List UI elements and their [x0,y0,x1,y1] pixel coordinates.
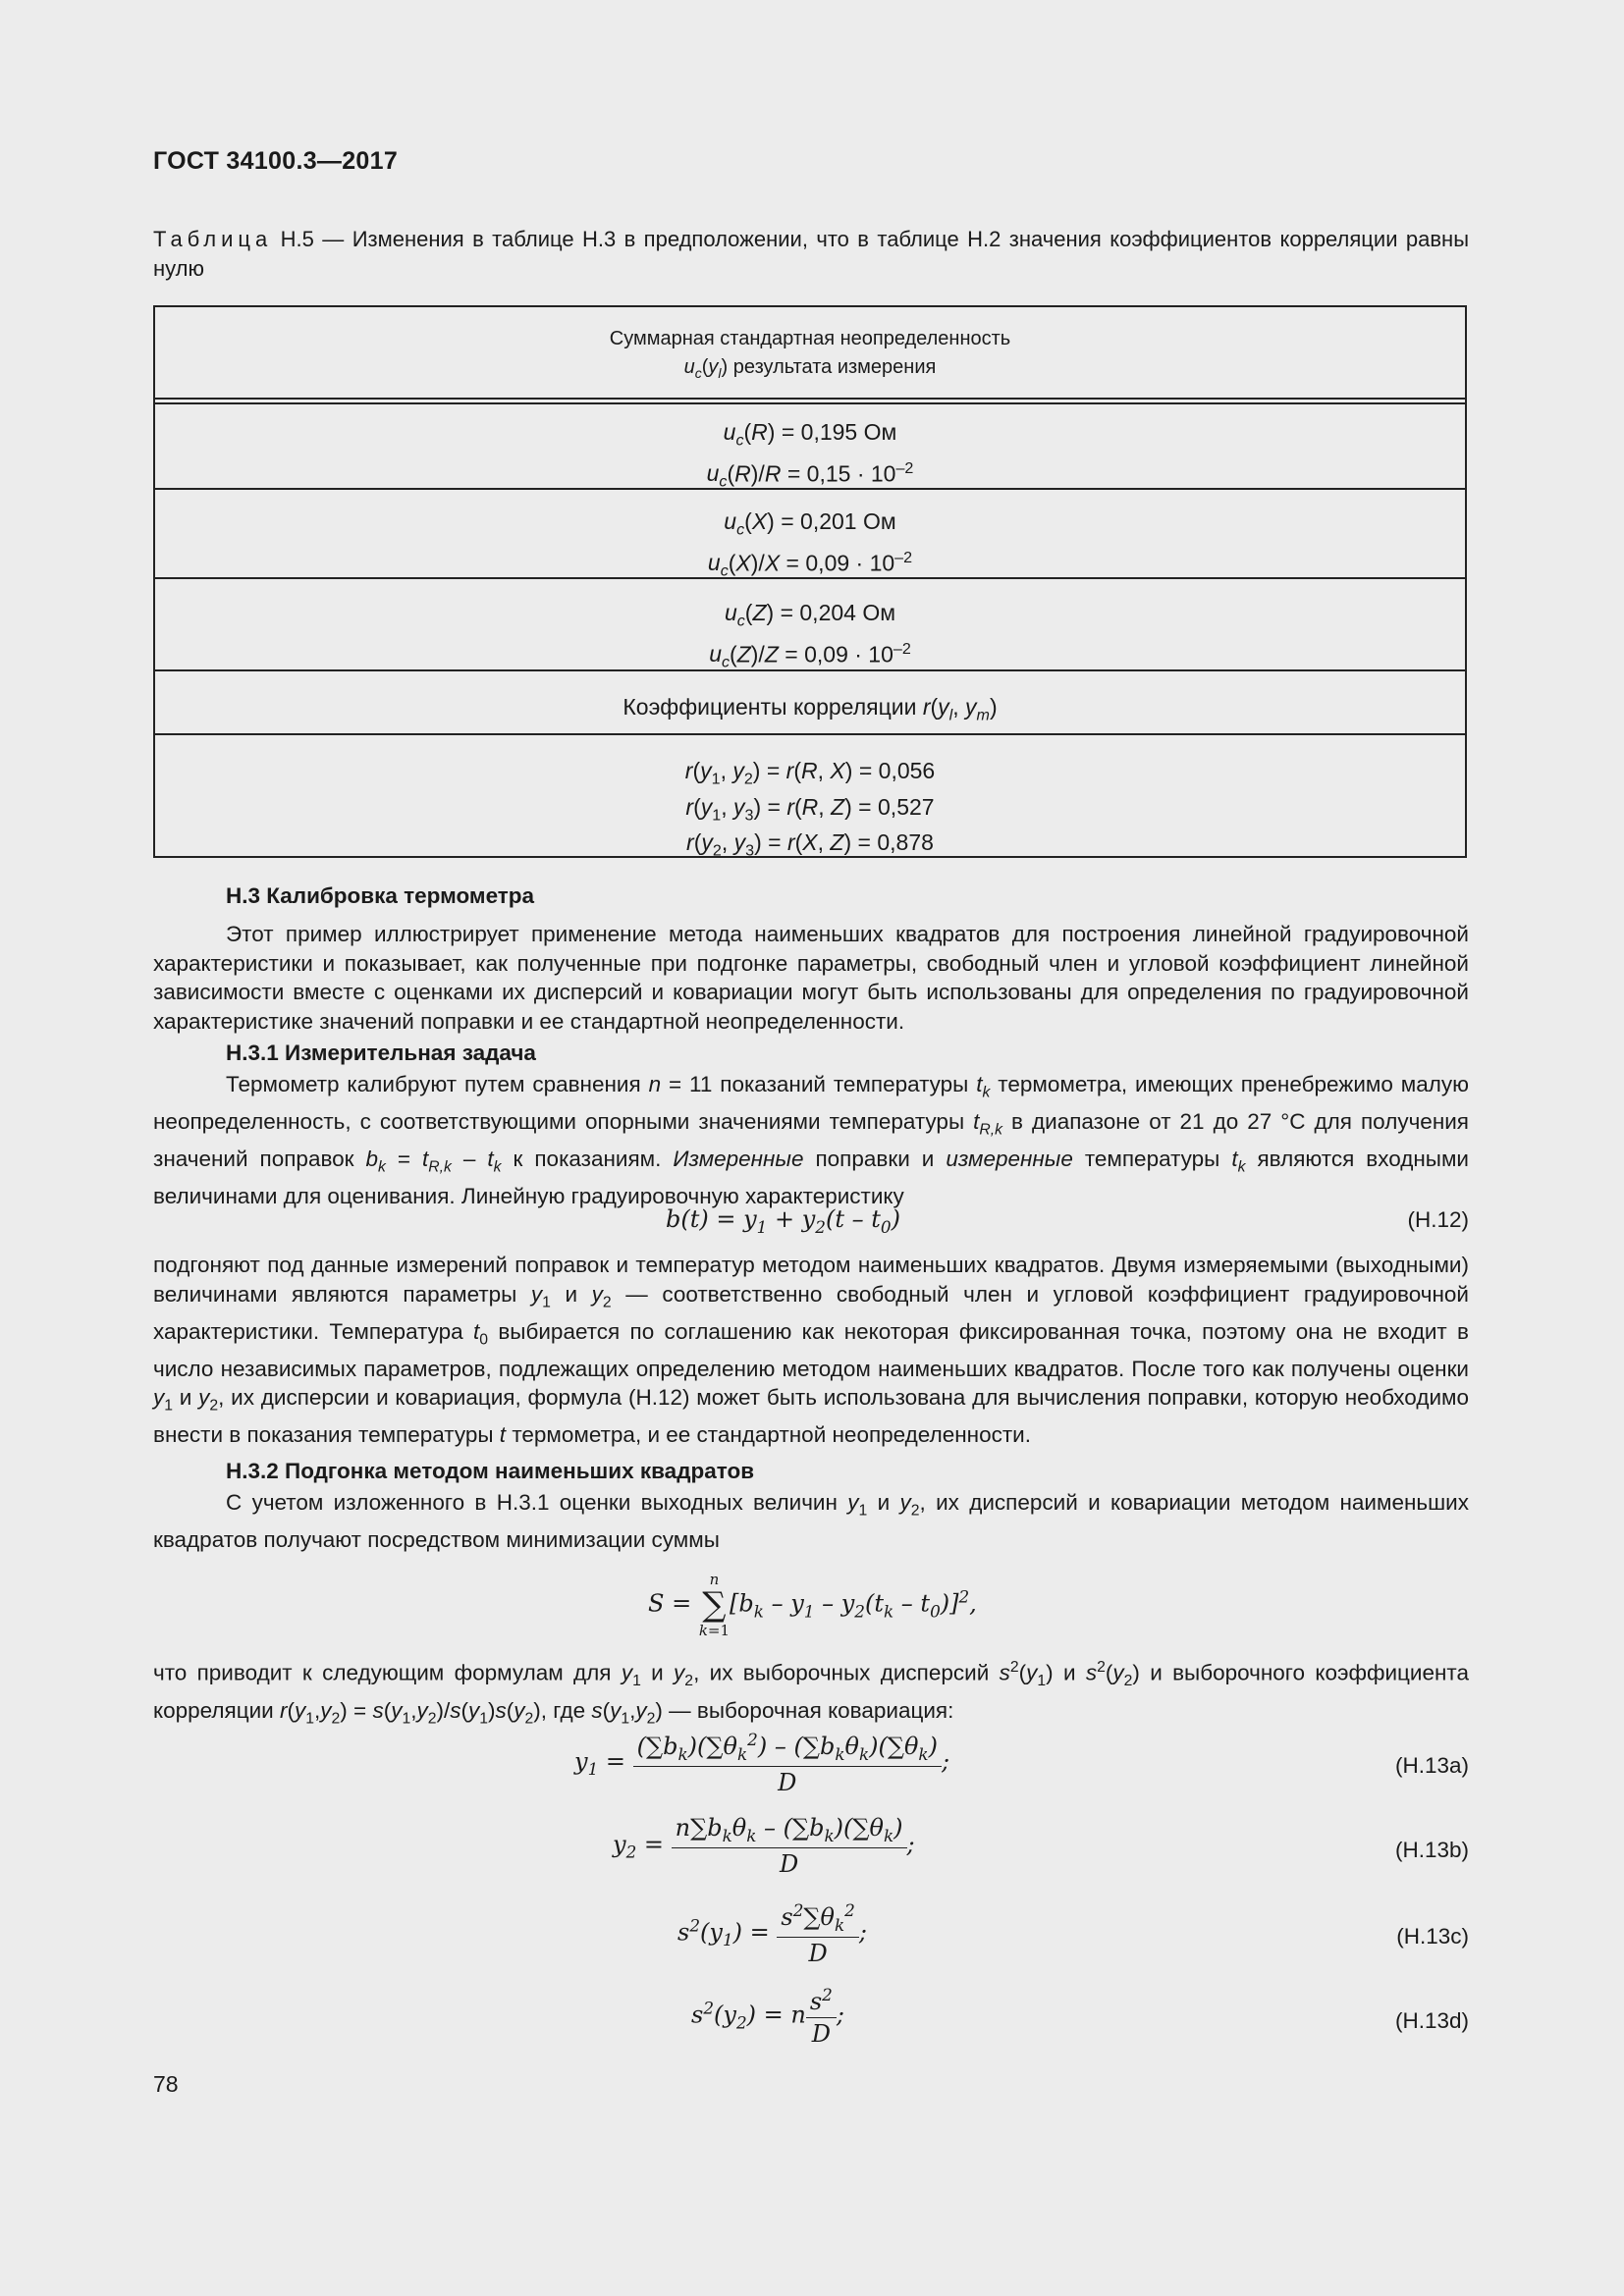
formula-sum-s: S = n ∑ k=1 $[b_k - y_1 - y_2(t_k - t_0)]^2$, [648,1571,977,1639]
table-row-corr-values: $r(y_1$, $y_2) = r(R$, X) = 0,056 $r(y_1$, $y_3) = r(R$, Z) = 0,527 $r(y_2$, $y_3) = r(X$, Z) = 0,878 [684,758,936,860]
row-divider [155,488,1465,490]
equation-number: (H.13c) [1396,1924,1469,1949]
table-row-corr-title: Коэффициенты корреляции $r(y_l$, $y_m$) [623,694,998,724]
section-title-h32: H.3.2 Подгонка методом наименьших квадратов [226,1459,755,1483]
table-row-X: $u_c(X) = 0,201$ Ом $u_c(X)/X = 0,09 \cdot 10^{-2}$ [707,508,913,580]
caption-text: H.5 — Изменения в таблице H.3 в предположении, что в таблице H.2 значения коэффициентов корреляции равны нулю [153,227,1469,281]
row-divider [155,577,1465,579]
table-header-line1: Суммарная стандартная неопределенность [609,328,1011,349]
header-divider [155,398,1465,400]
section-title-h3: H.3 Калибровка термометра [226,883,535,908]
equation-number: (H.13a) [1394,1753,1469,1778]
header-divider-double [155,402,1465,404]
page-number: 78 [153,2071,179,2097]
formula-h13a: $y_1$ = $\frac{(\sum b_k)(\sum\theta_k^2) - (\sum b_k\theta_k)(\sum\theta_k)}{D}$ ; [574,1730,950,1796]
table-caption [153,225,1469,284]
equation-number: (H.13b) [1394,1838,1469,1862]
paragraph-h31: Термометр калибруют путем сравнения n = 11 показаний температуры $t_k$ термометра, имеющих пренебрежимо малую неопределенность, с соответствующими опорными значениями температуры $t_{R,k}$ в диапазоне от 21 до 27 °С для получения значений поправок $b_k = t_{R,k} - t_k$ к показаниям. Измеренные поправки и измеренные температуры $t_k$ являются входными величинами для оценивания. Линейную градуировочную характеристику [153,1072,1469,1209]
paragraph-formulas-intro: что приводит к следующим формулам для $y_1$ и $y_2$, их выборочных дисперсий $s^2(y_1)$ и $s^2(y_2)$ и выборочного коэффициента корреляции $r(y_1,y_2) = s(y_1,y_2)/s(y_1)s(y_2)$, где $s(y_1,y_2)$ — выборочная ковариация: [153,1659,1469,1728]
section-title-h31: H.3.1 Измерительная задача [226,1041,536,1065]
equation-number: (H.12) [1407,1207,1469,1232]
formula-h12: $b(t) = y_1 + y_2(t - t_0)$ [666,1205,900,1237]
paragraph-h32: С учетом изложенного в H.3.1 оценки выходных величин $y_1$ и $y_2$, их дисперсий и ковариации методом наименьших квадратов получают посредством минимизации суммы [153,1490,1469,1553]
document-header: ГОСТ 34100.3—2017 [153,147,399,175]
equation-number: (H.13d) [1394,2008,1469,2033]
paragraph-h31-cont: подгоняют под данные измерений поправок и температур методом наименьших квадратов. Двумя измеряемыми (выходными) величинами являются параметры $y_1$ и $y_2$ — соответственно свободный член и угловой коэффициент градуировочной характеристики. Температура $t_0$ выбирается по соглашению как некоторая фиксированная точка, поэтому она не входит в число независимых параметров, подлежащих определению методом наименьших квадратов. После того как получены оценки $y_1$ и $y_2$, их дисперсии и ковариация, формула (H.12) может быть использована для вычисления поправки, которую необходимо внести в показания температуры t термометра, и ее стандартной неопределенности. [153,1253,1469,1448]
uncertainty-table [153,305,1467,858]
table-header [155,325,1465,388]
table-row-R: $u_c(R) = 0,195$ Ом $u_c(R)/R = 0,15 \cdot 10^{-2}$ [706,419,914,491]
formula-h13d: $s^2(y_2) = n$ $\frac{s^2}{D}$ ; [691,1985,844,2048]
formula-h13b: $y_2$ = $\frac{n\sum b_k\theta_k - (\sum b_k)(\sum\theta_k)}{D}$ ; [613,1814,915,1878]
table-row-Z: $u_c(Z) = 0,204$ Ом $u_c(Z)/Z = 0,09 \cdot 10^{-2}$ [709,600,911,671]
formula-h13c: $s^2(y_1)$ = $\frac{s^2\sum\theta_k^2}{D}$ ; [677,1900,867,1967]
paragraph-h3-intro: Этот пример иллюстрирует применение метода наименьших квадратов для построения линейной градуировочной характеристики и показывает, как полученные при подгонке параметры, свободный член и угловой коэффициент линейной зависимости вместе с оценками их дисперсий и ковариации могут быть использованы для определения по градуировочной характеристике значений поправки и ее стандартной неопределенности. [153,922,1469,1034]
caption-label: Таблица [153,227,273,251]
table-header-line2: $u_c(y_l)$ результата измерения [683,356,937,381]
row-divider [155,733,1465,735]
row-divider [155,669,1465,671]
